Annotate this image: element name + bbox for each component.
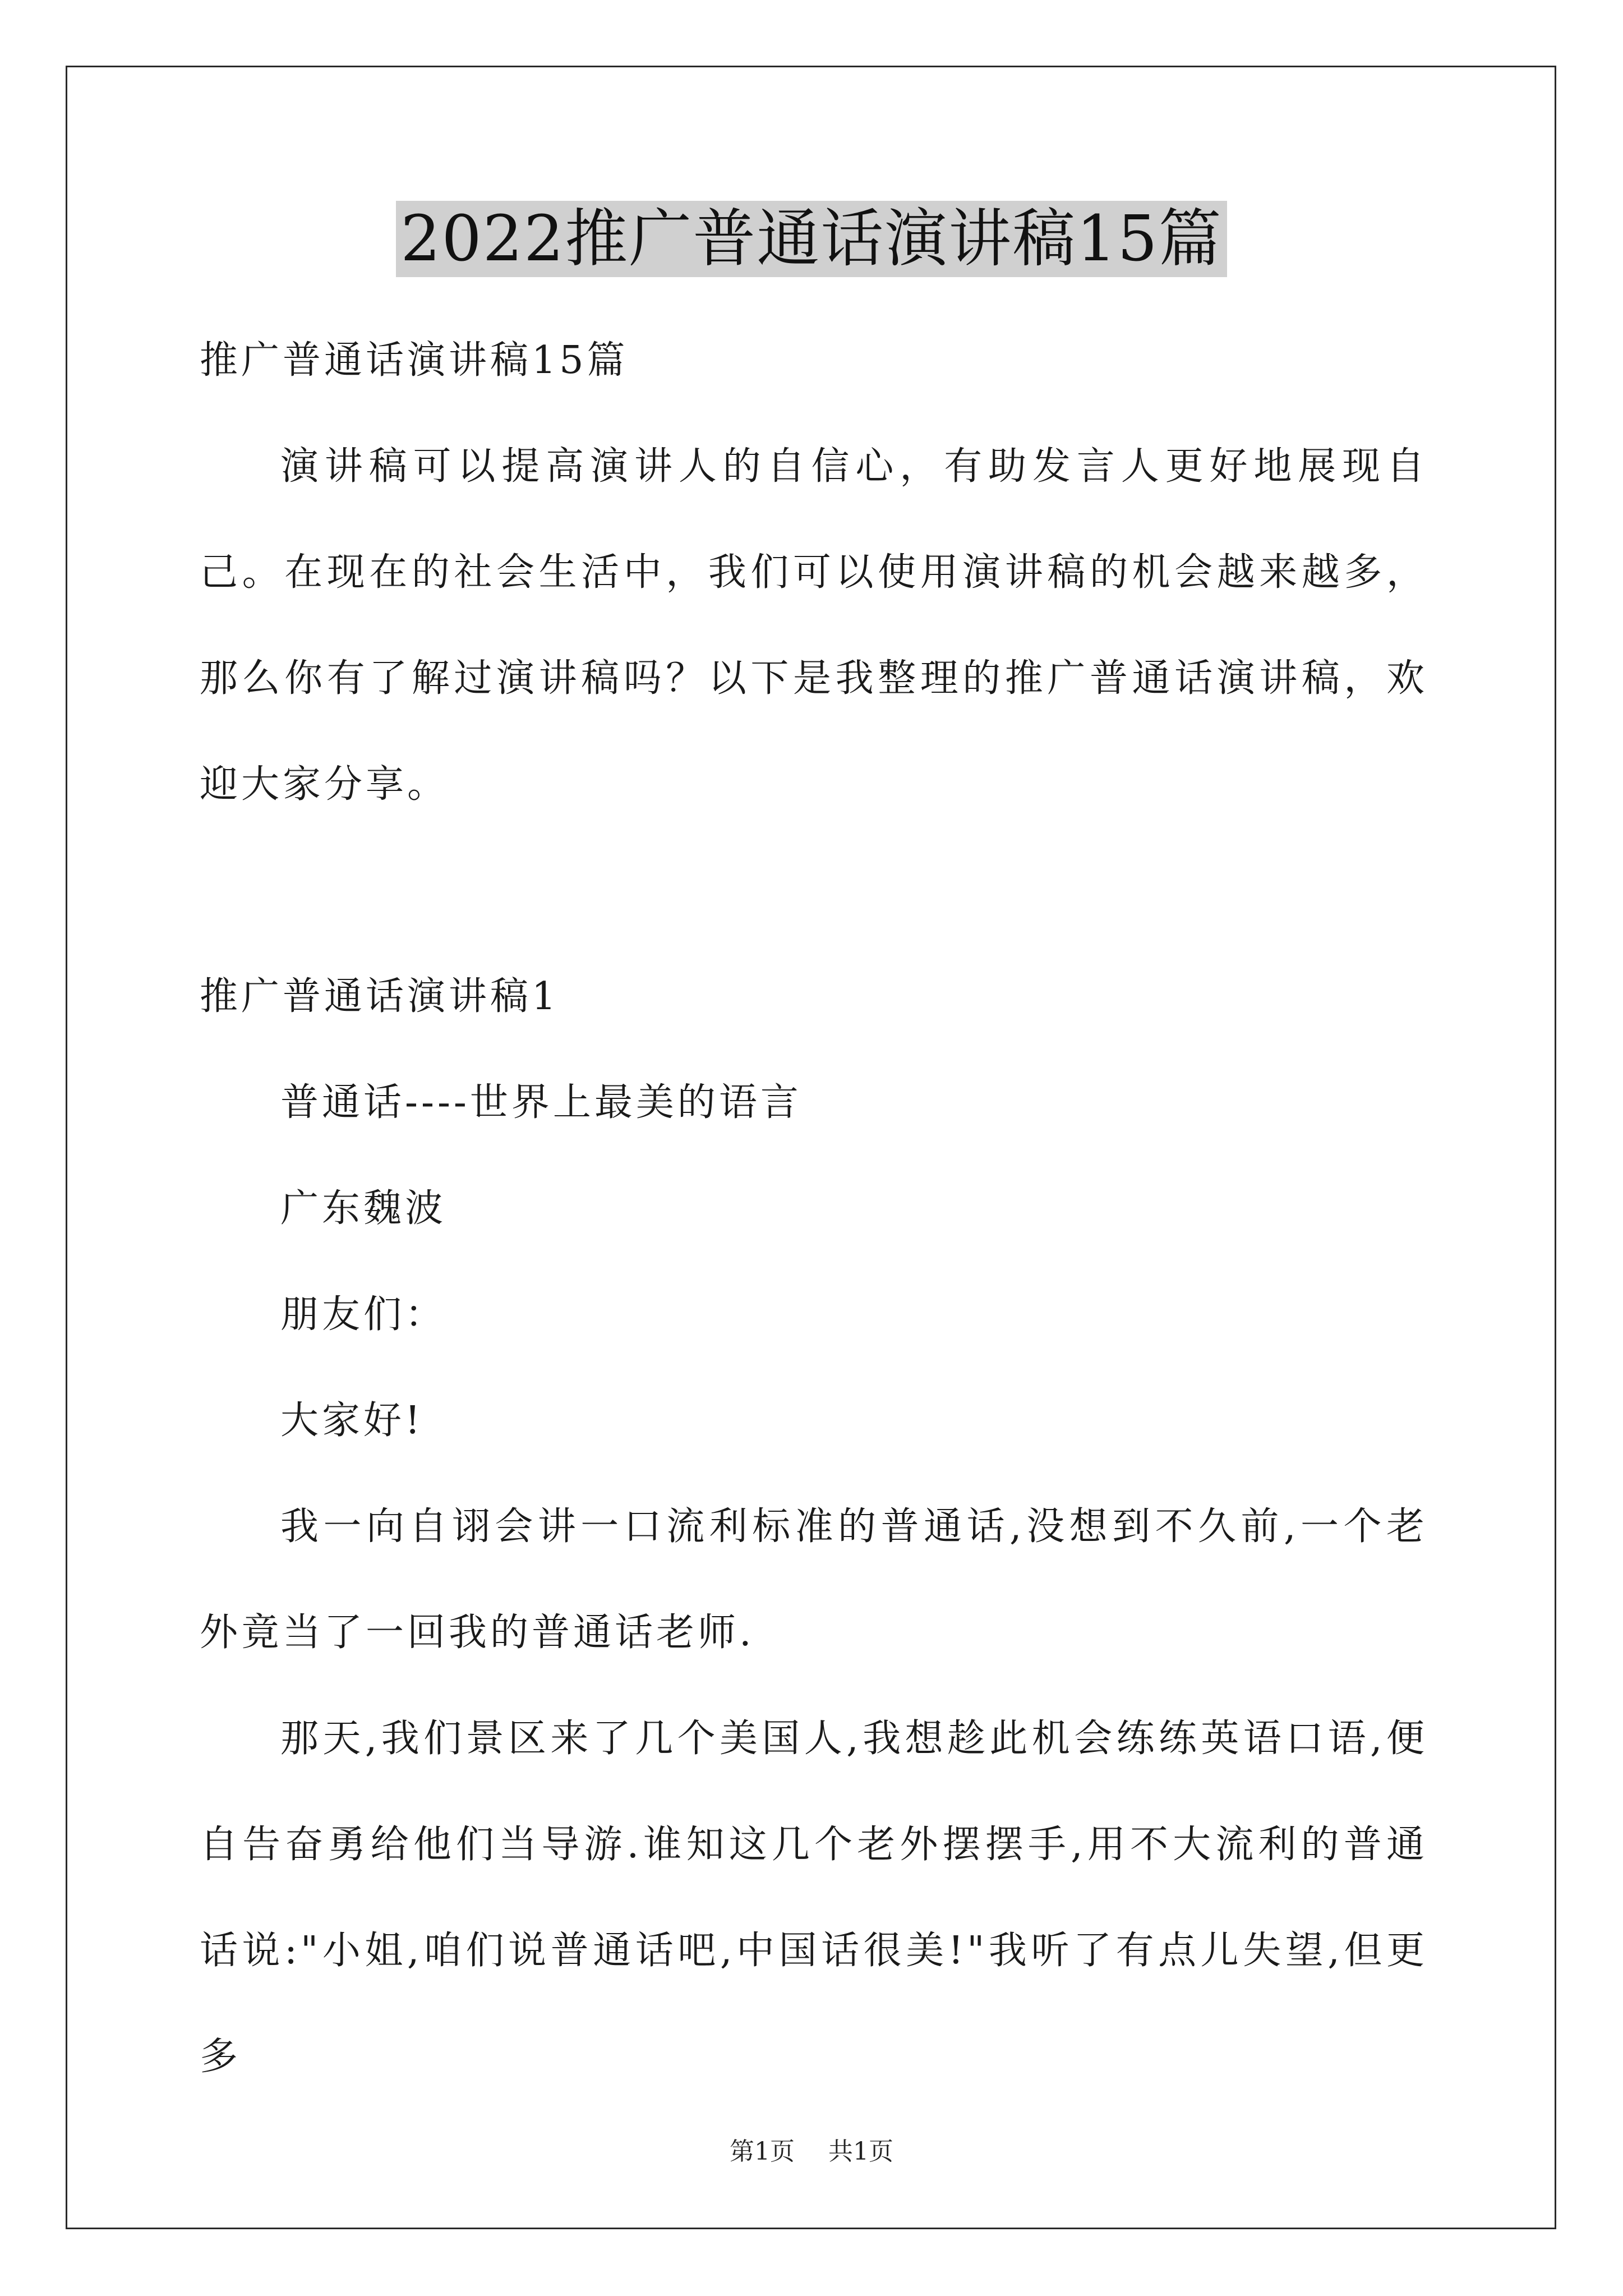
speech-author: 广东魏波 [280,1186,447,1231]
page-number: 第1页 [730,2137,795,2166]
speech-title: 普通话----世界上最美的语言 [280,1080,802,1125]
section-heading: 推广普通话演讲稿1 [200,974,560,1019]
page-total: 共1页 [828,2137,893,2166]
salutation: 朋友们： [280,1292,447,1337]
greeting: 大家好! [280,1398,424,1443]
body-paragraph: 那天,我们景区来了几个美国人,我想趁此机会练练英语口语,便自告奋勇给他们当导游.谁知这几个老外摆摆手,用不大流利的普通话说:"小姐,咱们说普通话吧,中国话很美!"我听了有点儿失望,但更多 [200,1717,1428,2079]
document-title: 2022推广普通话演讲稿15篇 [396,201,1227,277]
document-body [200,307,1428,2110]
page-footer [0,2135,1623,2169]
title-container [0,201,1623,277]
intro-paragraph: 演讲稿可以提高演讲人的自信心，有助发言人更好地展现自己。在现在的社会生活中，我们可以使用演讲稿的机会越来越多，那么你有了解过演讲稿吗？以下是我整理的推广普通话演讲稿，欢迎大家分享。 [200,444,1428,807]
subtitle-paragraph: 推广普通话演讲稿15篇 [200,338,629,383]
body-paragraph: 我一向自诩会讲一口流利标准的普通话,没想到不久前,一个老外竟当了一回我的普通话老师. [200,1504,1428,1655]
